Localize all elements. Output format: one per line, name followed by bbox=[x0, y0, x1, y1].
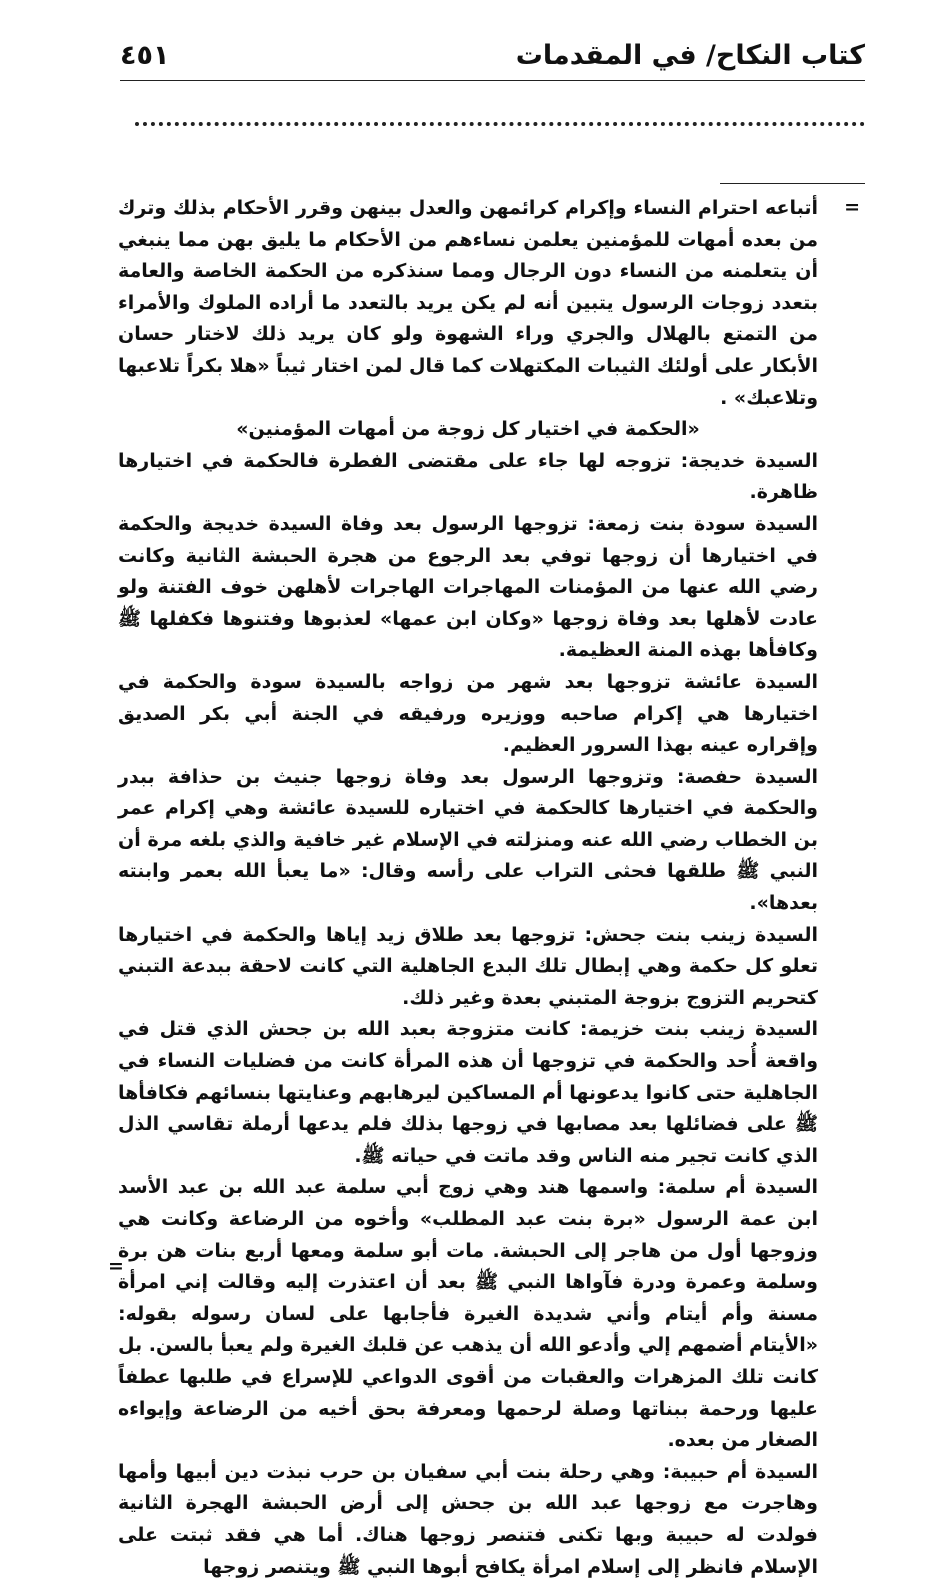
paragraph-intro: أتباعه احترام النساء وإكرام كرائمهن والعدل بينهن وقرر الأحكام بذلك وترك من بعده أمهات للمؤمنين يعلمن نساءهم من الأحكام ما يليق بهن مما ينبغي أن يتعلمنه من النساء دون الرجال ومما سنذكره من الحكمة الخاصة والعامة بتعدد زوجات الرسول يتبين أنه لم يكن يريد بالتعدد ما أراده الملوك والأمراء من التمتع بالهلال والجري وراء الشهوة ولو كان يريد ذلك لاختار حسان الأبكار على أولئك الثيبات المكتهلات كما قال لمن اختار ثيباً «هلا بكراً تلاعبها وتلاعبك» . bbox=[118, 197, 818, 409]
paragraph-khadija: السيدة خديجة: تزوجه لها جاء على مقتضى الفطرة فالحكمة في اختيارها ظاهرة. bbox=[118, 449, 818, 504]
running-title: كتاب النكاح/ في المقدمات bbox=[515, 40, 865, 71]
paragraph-zaynab-khuzayma: السيدة زينب بنت خزيمة: كانت متزوجة بعبد الله بن جحش الذي قتل في واقعة أُحد والحكمة في تزوجها أن هذه المرأة كانت من فضليات النساء في الجاهلية حتى كانوا يدعونها أم المساكين ليرهابهم وعنايتها بنسائهم فكافأها ﷺ على فضائلها بعد مصابها في زوجها بذلك فلم يدعها أرملة تقاسي الذل الذي كانت تجير منه الناس وقد ماتت في حياته ﷺ. bbox=[118, 1018, 818, 1167]
paragraph-sawda: السيدة سودة بنت زمعة: تزوجها الرسول بعد وفاة السيدة خديجة والحكمة في اختيارها أن زوجها توفي بعد الرجوع من هجرة الحبشة الثانية وكانت رضي الله عنها من المؤمنات المهاجرات الهاجرات لأهلهن خوف الفتنة ولو عادت لأهلها بعد وفاة زوجها «وكان ابن عمها» لعذبوها وفتنوها فكفلها ﷺ وكافأها بهذه المنة العظيمة. bbox=[118, 512, 818, 662]
continuation-mark-end: = bbox=[108, 1255, 124, 1277]
footnote-rule bbox=[720, 183, 865, 184]
continuation-mark-start: = bbox=[844, 196, 860, 218]
section-heading: «الحكمة في اختيار كل زوجة من أمهات المؤمنين» bbox=[236, 418, 700, 441]
paragraph-umm-habiba: السيدة أم حبيبة: وهي رحلة بنت أبي سفيان بن حرب نبذت دين أبيها وأمها وهاجرت مع زوجها عبد الله بن جحش إلى أرض الحبشة الهجرة الثانية فولدت له حبيبة وبها تكنى فتنصر زوجها هناك. أما هي فقد ثبتت على الإسلام فانظر إلى إسلام امرأة يكافح أبوها النبي ﷺ ويتنصر زوجها bbox=[118, 1460, 818, 1578]
paragraph-aisha: السيدة عائشة تزوجها بعد شهر من زواجه بالسيدة سودة والحكمة في اختيارها هي إكرام صاحبه ووزيره ورفيقه في الجنة أبي بكر الصديق وإقراره عينه بهذا السرور العظيم. bbox=[118, 670, 818, 757]
dotted-separator bbox=[135, 122, 865, 126]
paragraph-hafsa: السيدة حفصة: وتزوجها الرسول بعد وفاة زوجها جنيث بن حذافة ببدر والحكمة في اختيارها كالحكمة في اختياره للسيدة عائشة وهي إكرام عمر بن الخطاب رضي الله عنه ومنزلته في الإسلام غير خافية والذي بلغه مرة أن النبي ﷺ طلقها فحثى التراب على رأسه وقال: «ما يعبأ الله بعمر وابنته بعدها». bbox=[118, 765, 818, 915]
page-header bbox=[120, 38, 865, 78]
paragraph-zaynab-jahsh: السيدة زينب بنت جحش: تزوجها بعد طلاق زيد إياها والحكمة في اختيارها تعلو كل حكمة وهي إبطال تلك البدع الجاهلية التي كانت لاحقة ببدعة التبني كتحريم التزوج بزوجة المتبني بعدة وغير ذلك. bbox=[118, 923, 818, 1009]
header-rule bbox=[120, 80, 865, 81]
body-text bbox=[118, 193, 818, 1583]
paragraph-umm-salama: السيدة أم سلمة: واسمها هند وهي زوج أبي سلمة عبد الله بن عبد الأسد ابن عمة الرسول «برة بنت عبد المطلب» وأخوه من الرضاعة وكانت هي وزوجها أول من هاجر إلى الحبشة. مات أبو سلمة ومعها أربع بنات هن برة وسلمة وعمرة ودرة فآواها النبي ﷺ بعد أن اعتذرت إليه وقالت إني امرأة مسنة وأم أيتام وأني شديدة الغيرة فأجابها على لسان رسوله بقوله: «الأيتام أضمهم إلي وأدعو الله أن يذهب عن قلبك الغيرة ولم يعبأ بالسن. بل كانت تلك المزهرات والعقبات من أقوى الدواعي للإسراع في طلبها عطفاً عليها ورحمة ببناتها وصلة لرحمها ومعرفة بحق أخيه من الرضاعة وإيواءه الصغار من بعده. bbox=[118, 1176, 818, 1452]
page-number: ٤٥١ bbox=[120, 40, 170, 71]
